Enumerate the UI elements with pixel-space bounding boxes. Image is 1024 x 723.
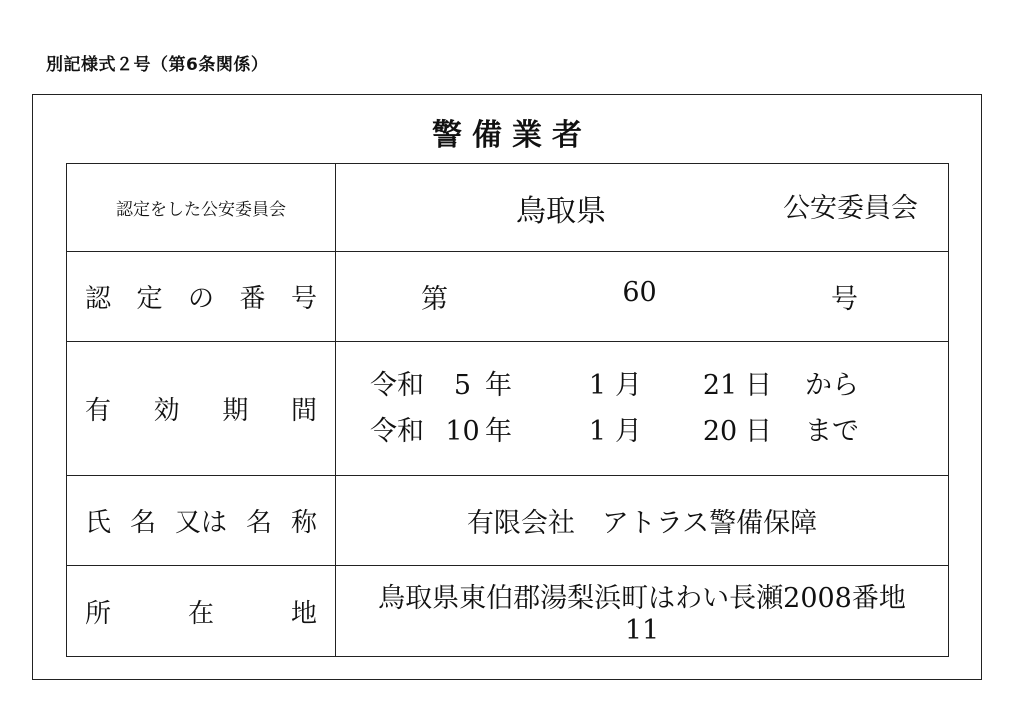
from-era: 令和 bbox=[370, 369, 424, 401]
validity-label-char: 間 bbox=[290, 396, 317, 426]
certificate-title: 警備業者 bbox=[432, 118, 592, 153]
to-year-unit: 年 bbox=[485, 415, 512, 447]
authority-row bbox=[67, 164, 949, 252]
from-year: 5 bbox=[453, 369, 472, 401]
validity-label bbox=[67, 342, 336, 476]
company-name: 有限会社 アトラス警備保障 bbox=[336, 476, 949, 566]
authority-label: 認定をした公安委員会 bbox=[67, 164, 336, 252]
from-day-unit: 日 bbox=[745, 369, 772, 401]
validity-row bbox=[67, 342, 949, 476]
from-suffix: から bbox=[805, 369, 859, 401]
name-label-char: 名 bbox=[245, 508, 272, 538]
name-label-char: 称 bbox=[290, 508, 317, 538]
from-month-unit: 月 bbox=[615, 369, 642, 401]
number-label-char: 認 bbox=[85, 284, 112, 314]
name-label-char: 又は bbox=[174, 508, 227, 538]
to-year: 10 bbox=[445, 415, 480, 447]
certification-number: 60 bbox=[622, 277, 657, 308]
number-label bbox=[67, 252, 336, 342]
address-label bbox=[67, 566, 336, 657]
number-label-char: 定 bbox=[136, 284, 163, 314]
valid-to-date bbox=[370, 409, 918, 455]
validity-label-char: 有 bbox=[85, 396, 112, 426]
number-row bbox=[67, 252, 949, 342]
authority-value bbox=[336, 164, 949, 252]
number-label-char: 番 bbox=[239, 284, 266, 314]
validity-label-char: 効 bbox=[153, 396, 180, 426]
address-row bbox=[67, 566, 949, 657]
name-label bbox=[67, 476, 336, 566]
name-row bbox=[67, 476, 949, 566]
to-day-unit: 日 bbox=[745, 415, 772, 447]
address-label-char: 在 bbox=[187, 598, 214, 629]
name-label-char: 名 bbox=[129, 508, 156, 538]
number-label-char: 号 bbox=[290, 284, 317, 314]
validity-value bbox=[336, 342, 949, 476]
certificate-table bbox=[66, 163, 949, 657]
committee: 公安委員会 bbox=[783, 192, 918, 224]
validity-label-char: 期 bbox=[222, 396, 249, 426]
to-era: 令和 bbox=[370, 415, 424, 447]
address-label-char: 地 bbox=[290, 598, 317, 629]
number-value bbox=[336, 252, 949, 342]
name-label-char: 氏 bbox=[85, 508, 112, 538]
to-month-unit: 月 bbox=[615, 415, 642, 447]
from-day: 21 bbox=[702, 369, 738, 401]
prefecture: 鳥取県 bbox=[516, 193, 606, 229]
number-label-char: の bbox=[187, 284, 214, 314]
valid-from-date bbox=[370, 363, 918, 409]
to-month: 1 bbox=[588, 415, 607, 447]
to-day: 20 bbox=[702, 415, 738, 447]
from-year-unit: 年 bbox=[485, 369, 512, 401]
form-note: 別記様式２号（第6条関係） bbox=[46, 55, 269, 75]
to-suffix: まで bbox=[805, 415, 859, 447]
from-month: 1 bbox=[588, 369, 607, 401]
number-prefix: 第 bbox=[421, 284, 448, 315]
address-label-char: 所 bbox=[85, 598, 112, 629]
number-suffix: 号 bbox=[830, 284, 858, 315]
company-address: 鳥取県東伯郡湯梨浜町はわい長瀬2008番地11 bbox=[336, 566, 949, 657]
